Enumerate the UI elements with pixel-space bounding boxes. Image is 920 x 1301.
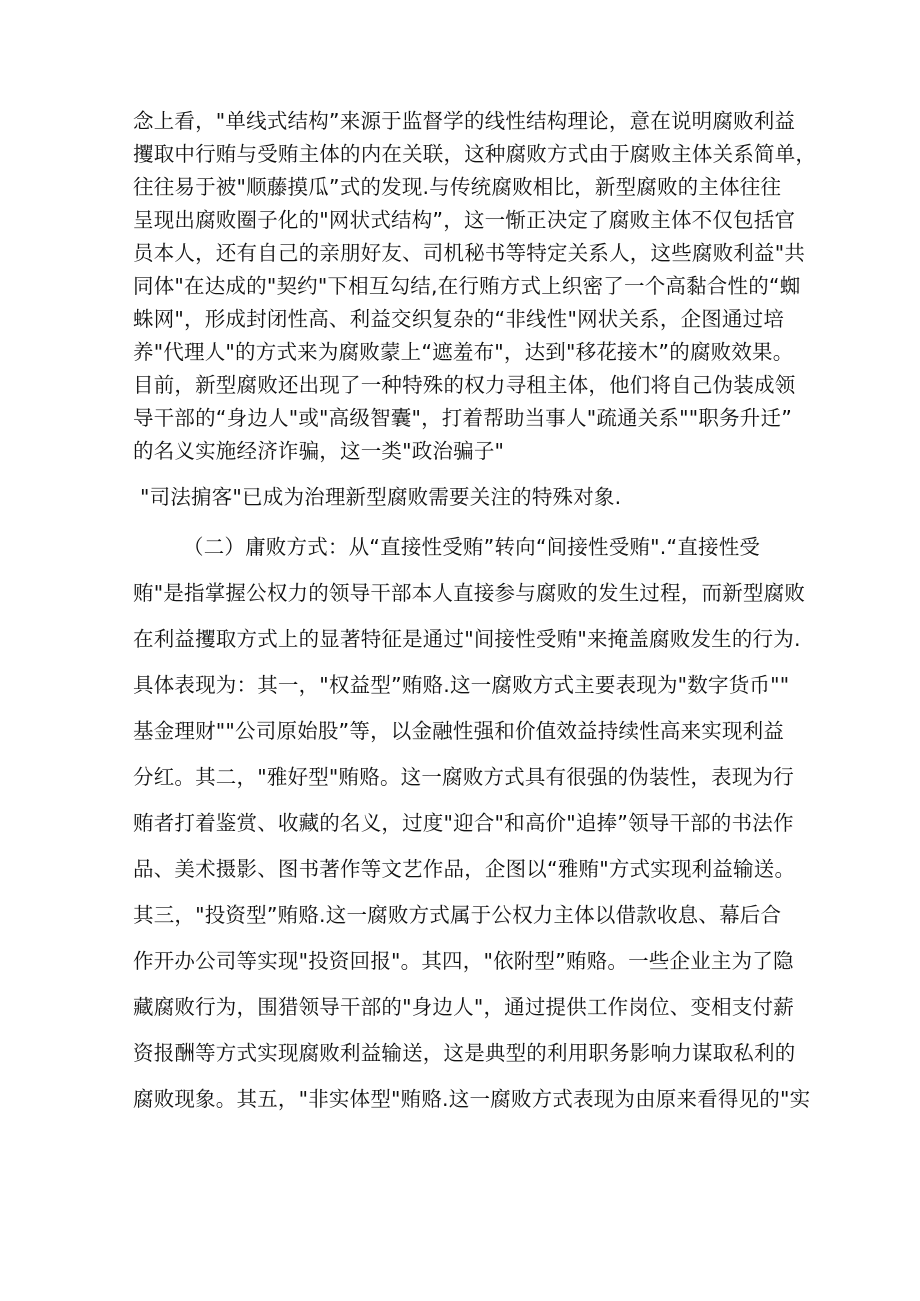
text-line: 具体表现为：其一，"权益型”贿赂.这一腐败方式主要表现为"数字货币"": [133, 673, 790, 697]
text-line: 的名义实施经济诈骗，这一类"政治骗子": [133, 439, 505, 463]
paragraph-tail-line: "司法掮客"已成为治理新型腐败需要关注的特殊对象.: [140, 485, 622, 509]
text-line: 其三，"投资型”贿赂.这一腐败方式属于公权力主体以借款收息、幕后合: [133, 903, 782, 927]
text-line: 念上看，"单线式结构”来源于监督学的线性结构理论，意在说明腐败利益: [133, 109, 796, 133]
text-line: 蛛网"，形成封闭性高、利益交织复杂的“非线性"网状关系，企图通过培: [133, 307, 785, 331]
text-line: 作开办公司等实现"投资回报"。其四，"依附型”贿赂。一些企业主为了隐: [133, 949, 794, 973]
text-line: 员本人，还有自己的亲朋好友、司机秘书等特定关系人，这些腐败利益"共: [133, 241, 806, 265]
text-line: 攫取中行贿与受贿主体的内在关联，这种腐败方式由于腐败主体关系简单，: [133, 142, 817, 166]
text-line: 基金理财""公司原始股”等，以金融性强和价值效益持续性高来实现利益: [133, 719, 785, 743]
text-line: 往往易于被"顺藤摸瓜”式的发现.与传统腐败相比，新型腐败的主体往往: [133, 175, 782, 199]
text-line: 导干部的“身边人"或"高级智囊"，打着帮助当事人"疏通关系""职务升迁”: [133, 406, 793, 430]
text-line: 在利益攫取方式上的显著特征是通过"间接性受贿"来掩盖腐败发生的行为.: [133, 627, 801, 651]
text-line: 养"代理人"的方式来为腐败蒙上“遮羞布"，达到"移花接木”的腐败效果。: [133, 340, 794, 364]
paragraph-first-line: （二）庸败方式：从“直接性受贿”转向“间接性受贿".“直接性受: [183, 535, 761, 559]
text-line: 贿"是指掌握公权力的领导干部本人直接参与腐败的发生过程，而新型腐败: [133, 581, 806, 605]
text-line: 同体"在达成的"契约"下相互勾结,在行贿方式上织密了一个高黏合性的“蜘: [133, 274, 801, 298]
text-line: 贿者打着鉴赏、收藏的名义，过度"迎合"和高价"追捧”领导干部的书法作: [133, 811, 794, 835]
text-line: 资报酬等方式实现腐败利益输送，这是典型的利用职务影响力谋取私利的: [133, 1041, 796, 1065]
text-line: 分红。其二，"雅好型"贿赂。这一腐败方式具有很强的伪装性，表现为行: [133, 765, 794, 789]
text-line: 腐败现象。其五，"非实体型"贿赂.这一腐败方式表现为由原来看得见的"实: [133, 1087, 811, 1111]
text-line: 呈现出腐败圈子化的"网状式结构”，这一惭正决定了腐败主体不仅包括官: [133, 208, 796, 232]
text-line: 藏腐败行为，围猎领导干部的"身边人"，通过提供工作岗位、变相支付薪: [133, 995, 794, 1019]
text-line: 目前，新型腐败还出现了一种特殊的权力寻租主体，他们将自己伪装成领: [133, 373, 796, 397]
text-line: 品、美术摄影、图书著作等文艺作品，企图以“雅贿"方式实现利益输送。: [133, 857, 796, 881]
